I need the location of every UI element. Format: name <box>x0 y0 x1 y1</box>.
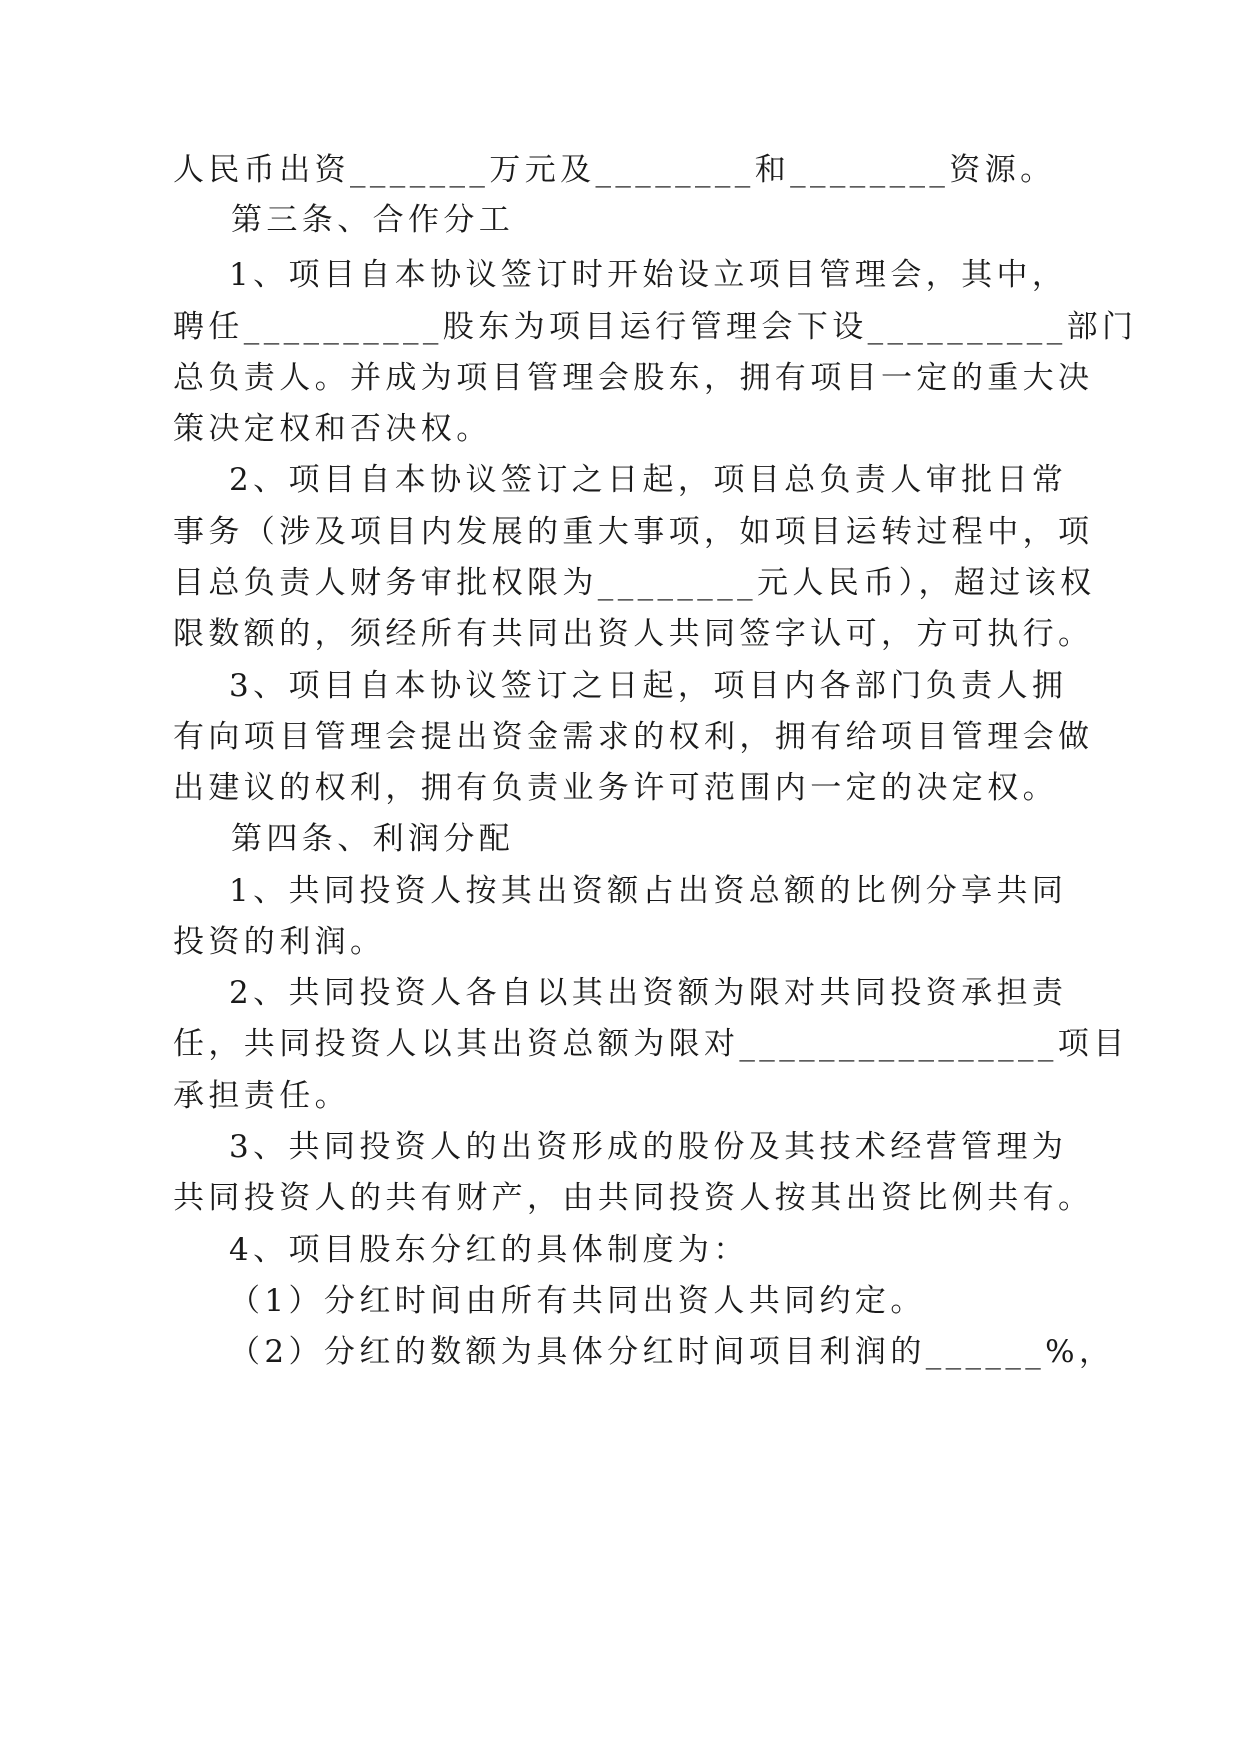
text-line: 2、共同投资人各自以其出资额为限对共同投资承担责 <box>229 975 1068 1011</box>
text-line: 4、项目股东分红的具体制度为： <box>229 1232 749 1268</box>
text-line: （1）分红时间由所有共同出资人共同约定。 <box>229 1283 926 1319</box>
text-line: 承担责任。 <box>173 1078 350 1114</box>
text-line: （2）分红的数额为具体分红时间项目利润的______%， <box>229 1334 1115 1370</box>
text-line: 策决定权和否决权。 <box>173 411 492 447</box>
text-line: 限数额的，须经所有共同出资人共同签字认可，方可执行。 <box>173 616 1094 652</box>
text-line: 出建议的权利，拥有负责业务许可范围内一定的决定权。 <box>173 770 1058 806</box>
text-line: 投资的利润。 <box>173 924 386 960</box>
text-line: 1、项目自本协议签订时开始设立项目管理会，其中， <box>229 257 1068 293</box>
text-line: 目总负责人财务审批权限为________元人民币），超过该权 <box>173 565 1096 601</box>
text-line: 总负责人。并成为项目管理会股东，拥有项目一定的重大决 <box>173 360 1094 396</box>
text-line: 3、共同投资人的出资形成的股份及其技术经营管理为 <box>229 1129 1068 1165</box>
text-line: 事务（涉及项目内发展的重大事项，如项目运转过程中，项 <box>173 514 1094 550</box>
section-heading: 第三条、合作分工 <box>231 202 515 238</box>
text-line: 1、共同投资人按其出资额占出资总额的比例分享共同 <box>229 873 1068 909</box>
text-line: 有向项目管理会提出资金需求的权利，拥有给项目管理会做 <box>173 719 1094 755</box>
text-line: 人民币出资_______万元及________和________资源。 <box>173 152 1056 188</box>
text-line: 聘任__________股东为项目运行管理会下设__________部门 <box>173 309 1138 345</box>
text-line: 共同投资人的共有财产，由共同投资人按其出资比例共有。 <box>173 1180 1094 1216</box>
text-line: 任，共同投资人以其出资总额为限对________________项目 <box>173 1026 1129 1062</box>
text-line: 3、项目自本协议签订之日起，项目内各部门负责人拥 <box>229 668 1068 704</box>
text-line: 2、项目自本协议签订之日起，项目总负责人审批日常 <box>229 462 1068 498</box>
section-heading: 第四条、利润分配 <box>231 821 515 857</box>
